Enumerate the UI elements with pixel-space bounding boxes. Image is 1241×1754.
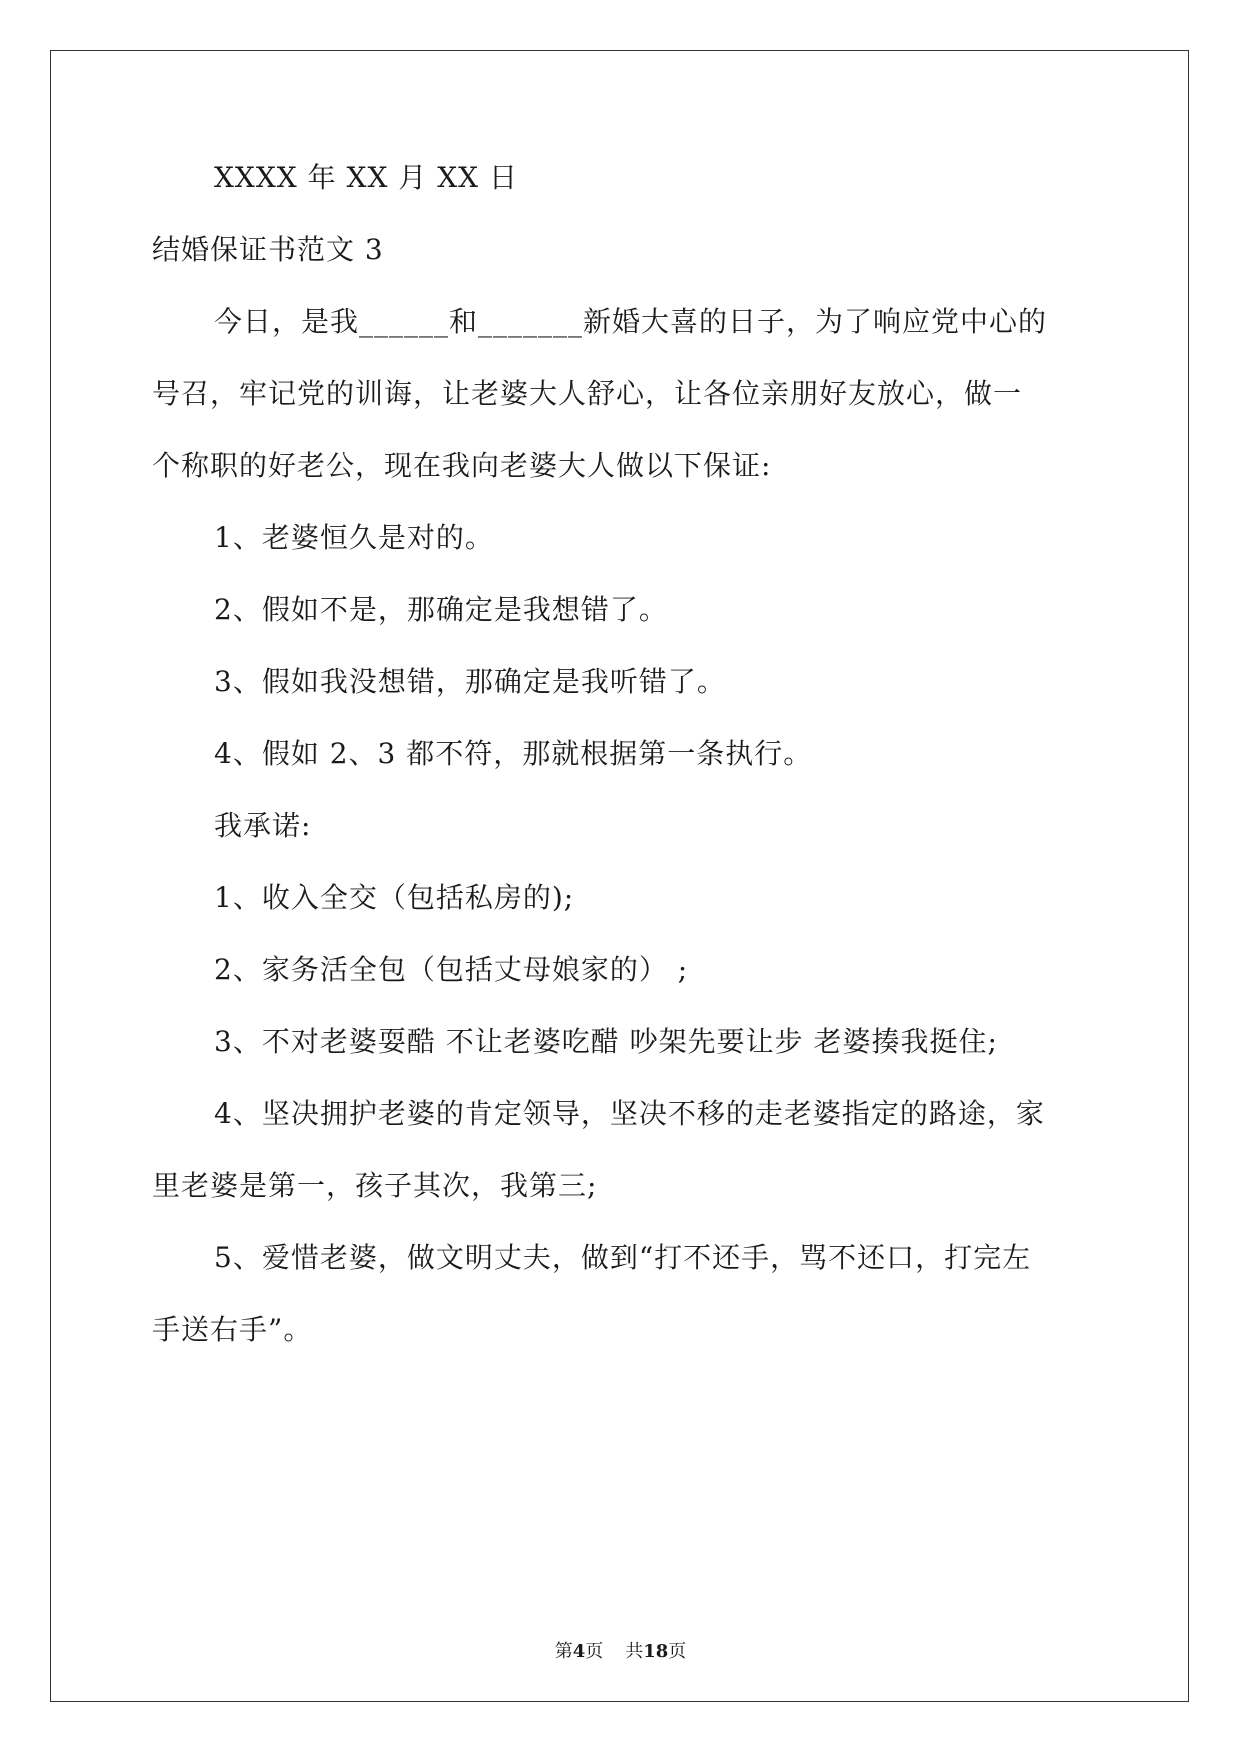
list-item: 2、家务活全包（包括丈母娘家的） ; — [214, 953, 689, 986]
current-page-number: 4 — [572, 1641, 586, 1662]
list-item: 1、收入全交（包括私房的); — [214, 881, 575, 914]
total-pages-number: 18 — [643, 1641, 669, 1662]
footer-total-prefix: 共 — [625, 1641, 644, 1662]
page-border — [50, 50, 1189, 1702]
page-footer — [0, 1640, 1241, 1664]
paragraph-line: 个称职的好老公，现在我向老婆大人做以下保证: — [152, 449, 772, 482]
footer-prefix: 第 — [554, 1641, 573, 1662]
list-item: 5、爱惜老婆，做文明丈夫，做到“打不还手，骂不还口，打完左 — [214, 1241, 1032, 1274]
list-item: 3、假如我没想错，那确定是我听错了。 — [214, 665, 726, 698]
paragraph-line: 里老婆是第一，孩子其次，我第三; — [152, 1169, 598, 1202]
paragraph-line: 号召，牢记党的训诲，让老婆大人舒心，让各位亲朋好友放心，做一 — [152, 377, 1023, 410]
promise-heading: 我承诺: — [214, 809, 312, 842]
list-item: 4、假如 2、3 都不符，那就根据第一条执行。 — [214, 737, 813, 770]
paragraph-line: 手送右手”。 — [152, 1313, 313, 1346]
date-line: XXXX 年 XX 月 XX 日 — [214, 161, 518, 194]
paragraph-line: 今日，是我______和_______新婚大喜的日子，为了响应党中心的 — [214, 305, 1048, 338]
list-item: 4、坚决拥护老婆的肯定领导，坚决不移的走老婆指定的路途，家 — [214, 1097, 1045, 1130]
list-item: 2、假如不是，那确定是我想错了。 — [214, 593, 668, 626]
list-item: 3、不对老婆耍酷 不让老婆吃醋 吵架先要让步 老婆揍我挺住; — [214, 1025, 998, 1058]
list-item: 1、老婆恒久是对的。 — [214, 521, 494, 554]
section-title: 结婚保证书范文 3 — [152, 233, 384, 266]
footer-total-suffix: 页 — [668, 1641, 687, 1662]
footer-page-suffix: 页 — [585, 1641, 604, 1662]
